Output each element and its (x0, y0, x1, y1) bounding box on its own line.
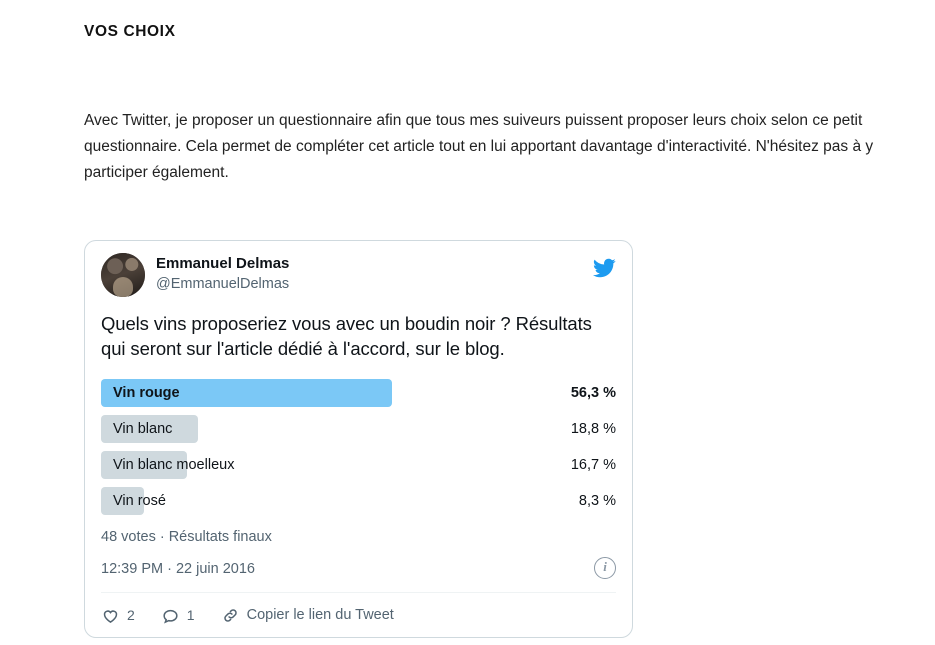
tweet-header (101, 253, 616, 305)
avatar[interactable] (101, 253, 145, 297)
poll-option-row[interactable] (101, 483, 616, 519)
like-count: 2 (127, 607, 135, 623)
reply-button[interactable] (161, 606, 195, 625)
tweet-author-block[interactable] (156, 253, 289, 294)
reply-icon (161, 606, 180, 625)
avatar-figure (113, 277, 133, 297)
poll-option-row[interactable] (101, 447, 616, 483)
poll-option-label: Vin rosé (113, 493, 166, 509)
poll-option-label: Vin rouge (113, 385, 180, 401)
tweet-handle: @EmmanuelDelmas (156, 276, 290, 292)
like-button[interactable] (101, 606, 135, 625)
tweet-display-name: Emmanuel Delmas (156, 255, 290, 272)
intro-paragraph: Avec Twitter, je proposer un questionnaire afin que tous mes suiveurs puissent proposer leurs choix selon ce petit questionnaire. Cela permet de compléter cet article tout en lui apportant davantage d'interactivité. N'hésitez pas à y participer également. (84, 112, 874, 181)
embedded-tweet-card[interactable] (84, 240, 633, 638)
poll-option-percent: 8,3 % (578, 493, 616, 509)
copy-tweet-link-label: Copier le lien du Tweet (246, 607, 394, 623)
tweet-timestamp-row (101, 556, 616, 582)
poll-option-percent: 18,8 % (570, 421, 616, 437)
twitter-bird-icon[interactable] (592, 256, 616, 280)
tweet-actions (101, 593, 616, 637)
info-icon[interactable]: i (594, 557, 616, 579)
tweet-text: Quels vins proposeriez vous avec un boudin noir ? Résultats qui seront sur l'article dédié à l'accord, sur le blog. (101, 313, 592, 359)
poll-option-percent: 56,3 % (570, 385, 616, 401)
heart-icon (101, 606, 120, 625)
copy-tweet-link-button[interactable] (221, 606, 394, 625)
page-title: VOS CHOIX (84, 23, 176, 40)
poll-option-percent: 16,7 % (570, 457, 616, 473)
poll (101, 375, 616, 545)
poll-meta: 48 votes · Résultats finaux (101, 529, 272, 545)
link-icon (221, 606, 240, 625)
reply-count: 1 (186, 607, 195, 623)
poll-option-row[interactable] (101, 375, 616, 411)
tweet-timestamp[interactable]: 12:39 PM · 22 juin 2016 (101, 561, 255, 577)
poll-option-label: Vin blanc (113, 421, 173, 437)
poll-option-label: Vin blanc moelleux (113, 457, 235, 473)
poll-option-row[interactable] (101, 411, 616, 447)
